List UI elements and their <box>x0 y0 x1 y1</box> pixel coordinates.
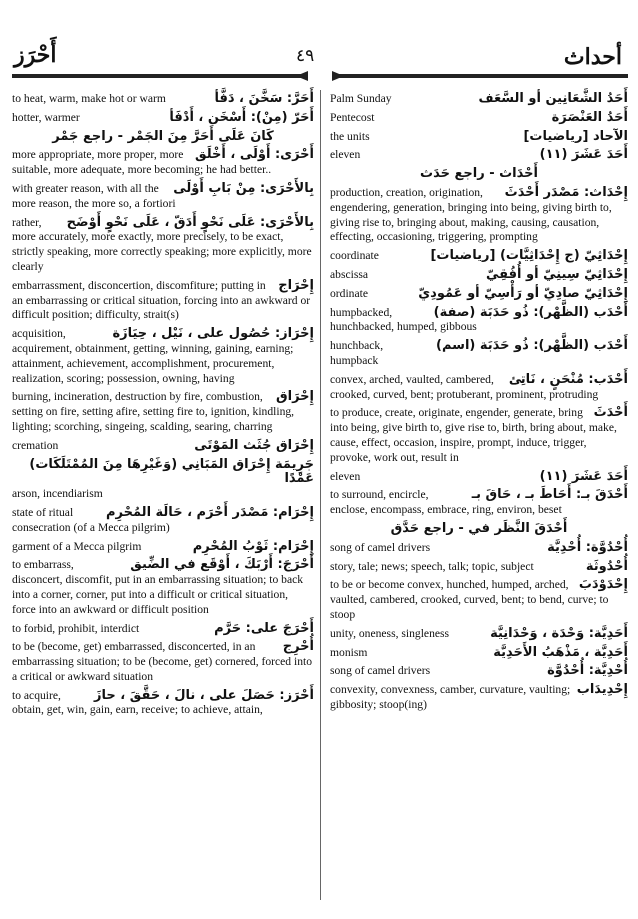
dictionary-entry <box>330 541 628 556</box>
headword-arabic: أَحْدَقَ النَّظَر في - راجع حَدَّق <box>390 520 568 536</box>
dictionary-entry <box>12 458 314 502</box>
definition-english: to embarrass, disconcert, discomfit, put in an embarrassing situation; to back into a corner, corner, put into a difficult or critical situation, force into an awkward or difficult position <box>12 558 304 616</box>
definition-english: hotter, warmer <box>12 110 80 124</box>
headword-arabic: إِحْرَاز: حُصُول على ، نَيْل ، حِيَازَة <box>112 326 314 342</box>
dictionary-entry <box>330 627 628 642</box>
definition-english: to be or become convex, hunched, humped, arched, vaulted, cambered, crooked, curved, bent; to bend, curve; to stoop <box>330 578 609 621</box>
dictionary-entry <box>330 306 628 336</box>
definition-english: Palm Sunday <box>330 92 392 105</box>
dictionary-entry <box>330 646 628 661</box>
dictionary-entry <box>12 92 314 107</box>
dictionary-entry <box>12 506 314 536</box>
dictionary-entry <box>12 622 314 637</box>
headword-arabic: أَحَرَّ: سَخَّنَ ، دَفَّأ <box>214 91 314 106</box>
definition-english: to acquire, obtain, get, win, gain, earn, receive; to achieve, attain, <box>12 688 263 717</box>
definition-english: with greater reason, with all the more reason, the more so, a fortiori <box>12 181 176 210</box>
headword-arabic: إِحْرَام: ثَوْبُ المُحْرِم <box>192 538 314 554</box>
definition-english: garment of a Mecca pilgrim <box>12 539 142 553</box>
definition-english: to forbid, prohibit, interdict <box>12 621 140 635</box>
headword-arabic: أَحَدُ العَنْصَرَة <box>551 109 628 125</box>
definition-english: to produce, create, originate, engender, generate, bring into being, give birth to, give rise to, birth, bring about, make, cause, effect, occasion, inspire, prompt, induce, trigger, provoke, work out, result in <box>330 406 617 464</box>
column-divider <box>320 90 321 900</box>
definition-english: burning, incineration, destruction by fire, combustion, setting on fire, setting afire, setting fire to, ignition, kindling, lighting; scorching, singeing, scalding, searing, charring <box>12 390 295 433</box>
header-rule-right <box>332 71 628 81</box>
definition-english: song of camel drivers <box>330 540 431 554</box>
dictionary-entry <box>330 406 628 465</box>
headword-arabic: كَانَ عَلَى أَحَرَّ مِنَ الجَمْر - راجع جَمْر <box>52 128 274 144</box>
dictionary-entry <box>330 167 628 182</box>
headword-arabic: أُحْدُوثَة <box>585 558 628 574</box>
definition-english: embarrassment, disconcertion, discomfiture; putting in an embarrassing or critical situation, forcing into an awkward or difficult position; difficulty, strait(s) <box>12 278 311 322</box>
dictionary-entry <box>330 148 628 163</box>
dictionary-entry <box>330 560 628 575</box>
headword-arabic: أَحْدَاث - راجع حَدَث <box>420 166 538 182</box>
guide-word-right: أحداث <box>563 44 622 69</box>
headword-arabic: أَحْدَب (الظَّهْر): ذُو حَدَبَة (اسم) <box>436 338 628 354</box>
definition-english: more appropriate, more proper, more suitable, more adequate, more becoming; he had better.. <box>12 148 272 177</box>
dictionary-entry <box>330 339 628 369</box>
guide-word-left: أَحْرَز <box>14 42 57 67</box>
definition-english: story, tale; news; speech, talk; topic, subject <box>330 559 534 573</box>
headword-arabic: أُحْدُوَّة: أُحْدِيَّة <box>547 539 628 555</box>
dictionary-entry <box>330 522 628 537</box>
headword-arabic: إِحْرَام: مَصْدَر أَحْرَم ، حَالَة المُحْرِم <box>105 504 314 520</box>
dictionary-entry <box>330 683 628 713</box>
headword-arabic: أَحَرّ (مِنْ): أَسْخَن ، أَدْفَأ <box>169 109 314 125</box>
page-number: ٤٩ <box>296 46 315 65</box>
header-rule-left <box>12 71 308 81</box>
headword-arabic: إِحْدَوْدَبَ <box>578 577 628 593</box>
definition-english: acquisition, acquirement, obtainment, getting, winning, gaining, earning; attainment, achievement, accomplishment, procurement, realization, scoring; possession, owning, having <box>12 327 294 385</box>
dictionary-entry <box>330 373 628 403</box>
dictionary-entry <box>12 327 314 386</box>
definition-english: abscissa <box>330 267 368 281</box>
headword-arabic: أَحَدِيَّة: وَحْدَة ، وَحْدَانِيَّة <box>490 625 628 641</box>
left-column <box>12 92 314 722</box>
headword-arabic: أَحْدَب (الظَّهْر): ذُو حَدَبَة (صفة) <box>433 304 628 320</box>
definition-english: to be (become, get) embarrassed, disconcerted, in an embarrassing situation; to be (become, get) cornered, forced into a critical or awkward situation <box>12 640 313 683</box>
definition-english: unity, oneness, singleness <box>330 626 450 640</box>
dictionary-entry <box>330 664 628 679</box>
dictionary-entry <box>330 186 628 245</box>
dictionary-entry <box>12 640 314 684</box>
headword-arabic: أَحَدَ عَشَرَ (١١) <box>539 468 628 484</box>
dictionary-entry <box>330 111 628 126</box>
dictionary-entry <box>330 268 628 283</box>
headword-arabic: أَحْدَب: مُنْحَنٍ ، نَاتِئ <box>508 371 628 387</box>
headword-arabic: أَحْرَى: أَوْلَى ، أَخْلَق <box>195 147 314 163</box>
dictionary-entry <box>12 111 314 126</box>
definition-english: arson, incendiarism <box>12 487 103 501</box>
definition-english: production, creation, origination, engendering, generation, bringing into being, giving birth to, giving rise to, bringing about, making, causing, causation, effecting, occasioning, triggering, prompting <box>330 185 612 244</box>
definition-english: rather, more accurately, more exactly, more precisely, to be exact, strictly speaking, more correctly speaking; more explicitly, more clearly <box>12 215 312 273</box>
headword-arabic: أُحْدِيَّة: أُحْدُوَّة <box>547 663 628 679</box>
headword-arabic: أَحْرَجَ على: حَرَّم <box>214 620 314 636</box>
dictionary-entry <box>330 578 628 622</box>
dictionary-entry <box>12 689 314 719</box>
headword-arabic: أَحَدَ عَشَرَ (١١) <box>539 147 628 163</box>
headword-arabic: أَحَدِيَّة ، مَذْهَبُ الأَحَدِيَّة <box>493 644 628 660</box>
definition-english: state of ritual consecration (of a Mecca pilgrim) <box>12 505 170 534</box>
definition-english: the units <box>330 129 370 143</box>
definition-english: Pentecost <box>330 110 375 124</box>
headword-arabic: الآحاد [رياضيات] <box>523 128 628 144</box>
headword-arabic: أَحْرَز: حَصَلَ على ، نالَ ، حَقَّقَ ، حازَ <box>94 687 314 703</box>
dictionary-entry <box>12 558 314 617</box>
right-column <box>330 92 628 717</box>
definition-english: convex, arched, vaulted, cambered, crooked, curved, bent; protuberant, prominent, protruding <box>330 372 599 401</box>
definition-english: eleven <box>330 469 361 483</box>
headword-arabic: أُحْرِج <box>282 639 314 655</box>
dictionary-entry <box>12 540 314 555</box>
dictionary-entry <box>12 182 314 212</box>
definition-english: cremation <box>12 438 59 452</box>
dictionary-entry <box>330 488 628 518</box>
dictionary-entry <box>330 92 628 107</box>
definition-english: ordinate <box>330 286 368 300</box>
definition-english: eleven <box>330 148 361 162</box>
headword-arabic: جَرِيمَة إِحْرَاق المَبَانِي (وَغَيْرِهَا مِنَ المُمْتَلَكَات) عَمْدًا <box>29 456 314 487</box>
headword-arabic: أَحْرَجَ: أَرْبَكَ ، أَوْقَع في الضِّيق <box>130 557 314 573</box>
definition-english: to surround, encircle, enclose, encompass, embrace, ring, environ, beset <box>330 488 562 517</box>
dictionary-entry <box>12 390 314 434</box>
dictionary-entry <box>12 216 314 275</box>
definition-english: to heat, warm, make hot or warm <box>12 92 166 105</box>
headword-arabic: إِحْدَاثِيّ صادِيّ أو رَأْسِيّ أو عَمُودِيّ <box>418 285 628 301</box>
definition-english: convexity, convexness, camber, curvature, vaulting; gibbosity; stoop(ing) <box>330 683 571 711</box>
headword-arabic: أَحْدَقَ بـ: أَحَاطَ بـ ، حَاقَ بـ <box>471 487 628 503</box>
headword-arabic: إِحْدَاث: مَصْدَر أَحْدَثَ <box>504 184 628 200</box>
definition-english: coordinate <box>330 249 379 263</box>
headword-arabic: إِحْدَاثِيّ سِينِيّ أو أُفُقِيّ <box>486 266 628 282</box>
headword-arabic: إِحْدِيدَاب <box>576 682 628 698</box>
dictionary-entry <box>12 148 314 178</box>
headword-arabic: إِحْرَاج <box>278 277 314 293</box>
dictionary-entry <box>330 249 628 264</box>
dictionary-entry <box>330 470 628 485</box>
dictionary-entry <box>330 287 628 302</box>
headword-arabic: أَحْدَثَ <box>593 405 628 421</box>
definition-english: song of camel drivers <box>330 664 431 678</box>
definition-english: humpbacked, hunchbacked, humped, gibbous <box>330 305 477 334</box>
headword-arabic: إِحْرَاق <box>276 389 314 405</box>
dictionary-entry <box>12 279 314 323</box>
definition-english: hunchback, humpback <box>330 339 384 367</box>
dictionary-entry <box>330 130 628 145</box>
definition-english: monism <box>330 645 368 659</box>
headword-arabic: بِالأَحْرَى: عَلَى نَحْوٍ أَدَقّ ، عَلَى نَحْوٍ أَوْضَح <box>66 214 314 230</box>
headword-arabic: بِالأَحْرَى: مِنْ بَابِ أَوْلَى <box>173 180 314 196</box>
headword-arabic: إِحْرَاق جُثَث المَوْتَى <box>194 437 314 453</box>
page-header <box>0 0 638 80</box>
headword-arabic: أَحَدُ الشَّعَانِين أو السَّعَف <box>478 91 628 106</box>
dictionary-entry <box>12 130 314 145</box>
dictionary-entry <box>12 439 314 454</box>
headword-arabic: إِحْدَاثِيّ (ج إِحْدَاثِيَّات) [رياضيات] <box>430 248 628 264</box>
